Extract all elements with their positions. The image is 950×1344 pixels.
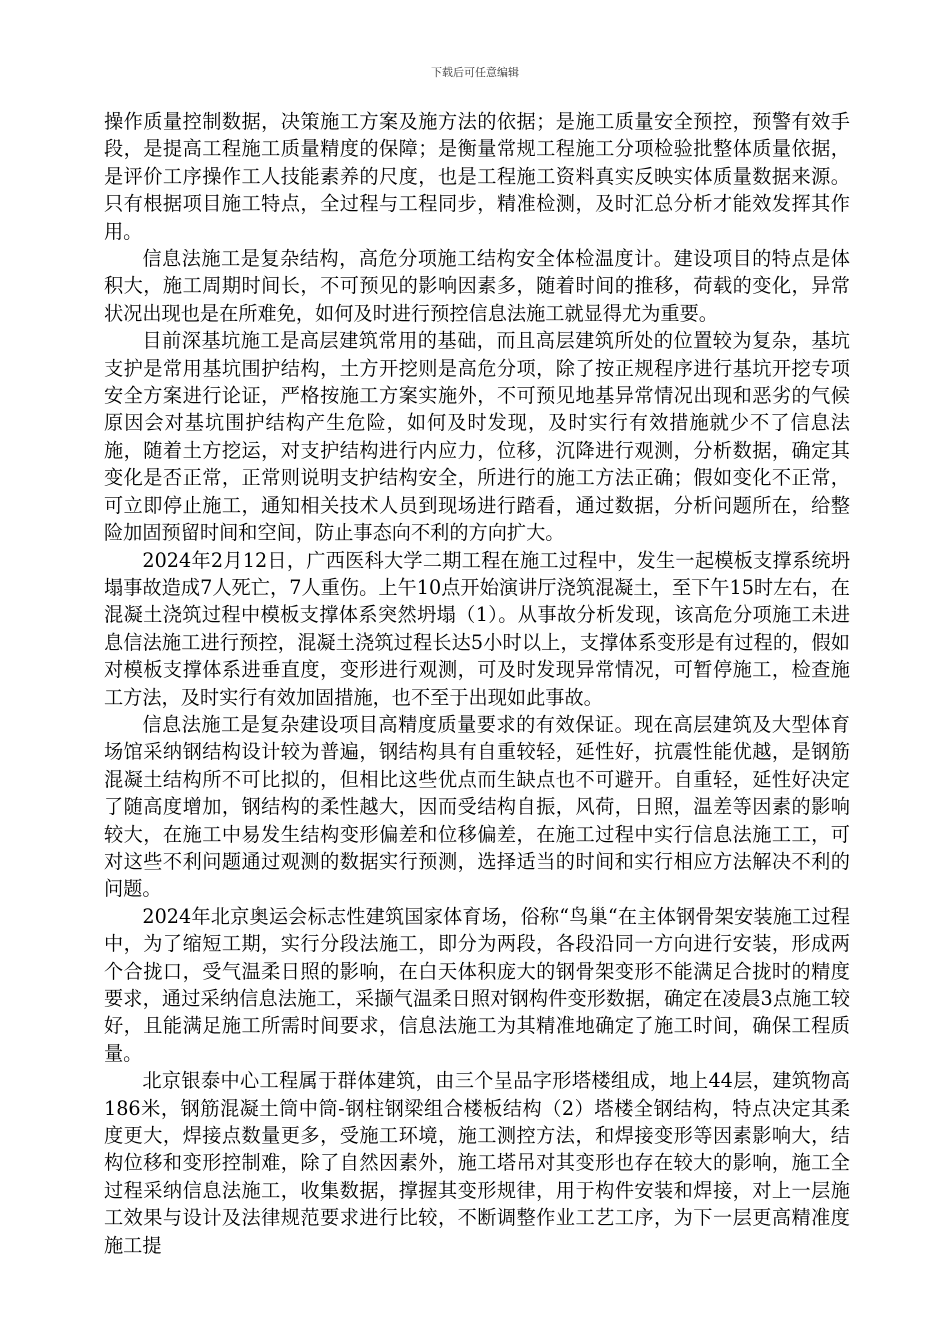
paragraph-4: 2024年2月12日，广西医科大学二期工程在施工过程中，发生一起模板支撑系统坍塌事故造成7人死亡，7人重伤。上午10点开始演讲厅浇筑混凝土，至下午15时左右，在混凝土浇筑过程中模板支撑体系突然坍塌（1）。从事故分析发现，该高危分项施工未进息信法施工进行预控，混凝土浇筑过程长达5小时以上，支撑体系变形是有过程的，假如对模板支撑体系进垂直度，变形进行观测，可及时发现异常情况，可暂停施工，检查施工方法，及时实行有效加固措施，也不至于出现如此事故。: [104, 548, 850, 709]
paragraph-7: 北京银泰中心工程属于群体建筑，由三个呈品字形塔楼组成，地上44层，建筑物高186米，钢筋混凝土筒中筒-钢柱钢梁组合楼板结构（2）塔楼全钢结构，特点决定其柔度更大，焊接点数量更多，受施工环境，施工测控方法，和焊接变形等因素影响大，结构位移和变形控制难，除了自然因素外，施工塔吊对其变形也存在较大的影响，施工全过程采纳信息法施工，收集数据，撑握其变形规律，用于构件安装和焊接，对上一层施工效果与设计及法律规范要求进行比较，不断调整作业工艺工序，为下一层更高精准度施工提: [104, 1069, 850, 1257]
paragraph-1: 操作质量控制数据，决策施工方案及施方法的依据；是施工质量安全预控，预警有效手段，是提高工程施工质量精度的保障；是衡量常规工程施工分项检验批整体质量依据，是评价工序操作工人技能素养的尺度，也是工程施工资料真实反映实体质量数据来源。只有根据项目施工特点，全过程与工程同步，精准检测，及时汇总分析才能效发挥其作用。: [104, 110, 850, 243]
paragraph-6: 2024年北京奥运会标志性建筑国家体育场，俗称“鸟巢“在主体钢骨架安装施工过程中，为了缩短工期，实行分段法施工，即分为两段，各段沿同一方向进行安装，形成两个合拢口，受气温柔日照的影响，在白天体积庞大的钢骨架变形不能满足合拢时的精度要求，通过采纳信息法施工，采撷气温柔日照对钢构件变形数据，确定在凌晨3点施工较好，且能满足施工所需时间要求，信息法施工为其精准地确定了施工时间，确保工程质量。: [104, 904, 850, 1065]
document-body: [104, 108, 850, 1259]
paragraph-2: 信息法施工是复杂结构，高危分项施工结构安全体检温度计。建设项目的特点是体积大，施工周期时间长，不可预见的影响因素多，随着时间的推移，荷载的变化，异常状况出现也是在所难免，如何及时进行预控信息法施工就显得尤为重要。: [104, 247, 850, 325]
paragraph-5: 信息法施工是复杂建设项目高精度质量要求的有效保证。现在高层建筑及大型体育场馆采纳钢结构设计较为普遍，钢结构具有自重较轻，延性好，抗震性能优越，是钢筋混凝土结构所不可比拟的，但相比这些优点而生缺点也不可避开。自重轻，延性好决定了随高度增加，钢结构的柔性越大，因而受结构自振，风荷，日照，温差等因素的影响较大，在施工中易发生结构变形偏差和位移偏差，在施工过程中实行信息法施工工，可对这些不利问题通过观测的数据实行预测，选择适当的时间和实行相应方法解决不利的问题。: [104, 712, 850, 901]
page-header: 下载后可任意编辑: [431, 66, 519, 79]
paragraph-3: 目前深基坑施工是高层建筑常用的基础，而且高层建筑所处的位置较为复杂，基坑支护是常用基坑围护结构，土方开挖则是高危分项，除了按正规程序进行基坑开挖专项安全方案进行论证，严格按施工方案实施外，不可预见地基异常情况出现和恶劣的气候原因会对基坑围护结构产生危险，如何及时发现，及时实行有效措施就少不了信息法施，随着土方挖运，对支护结构进行内应力，位移，沉降进行观测，分析数据，确定其变化是否正常，正常则说明支护结构安全，所进行的施工方法正确；假如变化不正常，可立即停止施工，通知相关技术人员到现场进行踏看，通过数据，分析问题所在，给整险加固预留时间和空间，防止事态向不利的方向扩大。: [104, 329, 850, 545]
